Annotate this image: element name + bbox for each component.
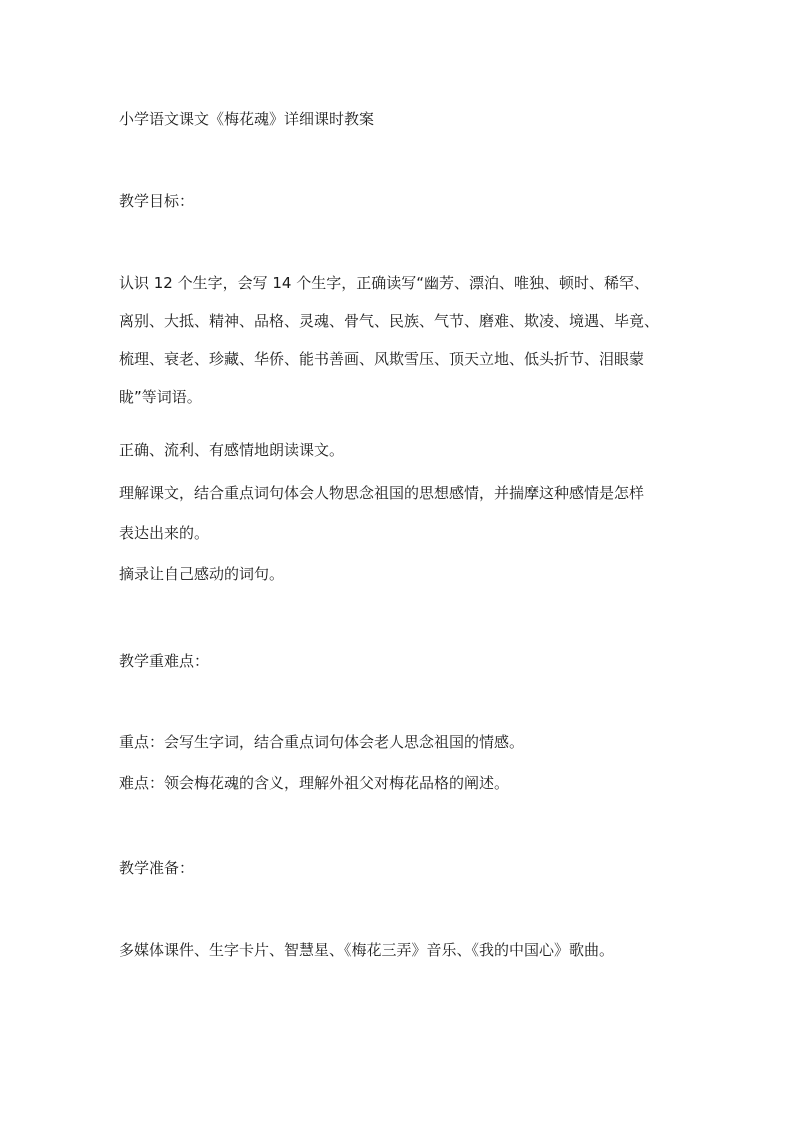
objectives-paragraph-1: [119, 276, 679, 421]
key-points-paragraph-1: [119, 735, 679, 773]
paragraph-line: 离别、大抵、精神、品格、灵魂、骨气、民族、气节、磨难、欺凌、境遇、毕竟、: [119, 312, 660, 330]
paragraph-line: 认识 12 个生字，会写 14 个生字，正确读写“幽芳、漂泊、唯独、顿时、稀罕、: [119, 274, 650, 292]
paragraph-line: 重点：会写生字词，结合重点词句体会老人思念祖国的情感。: [119, 733, 525, 751]
objectives-paragraph-3: [119, 486, 679, 564]
document-title: 小学语文课文《梅花魂》详细课时教案: [119, 110, 375, 128]
paragraph-line: 表达出来的。: [119, 524, 210, 542]
section-heading-key-points: 教学重难点：: [119, 652, 210, 670]
key-points-paragraph-2: [119, 776, 679, 814]
section-heading-objectives: 教学目标：: [119, 192, 195, 210]
objectives-paragraph-4: [119, 567, 679, 605]
paragraph-line: 难点：领会梅花魂的含义，理解外祖父对梅花品格的阐述。: [119, 774, 510, 792]
preparation-paragraph-1: [119, 943, 679, 981]
paragraph-line: 多媒体课件、生字卡片、智慧星、《梅花三弄》音乐、《我的中国心》歌曲。: [119, 941, 615, 959]
paragraph-line: 摘录让自己感动的词句。: [119, 565, 285, 583]
section-heading-preparation: 教学准备：: [119, 859, 195, 877]
paragraph-line: 理解课文，结合重点词句体会人物思念祖国的思想感情，并揣摩这种感情是怎样: [119, 484, 645, 502]
paragraph-line: 梳理、衰老、珍藏、华侨、能书善画、风欺雪压、顶天立地、低头折节、泪眼蒙: [119, 350, 645, 368]
objectives-paragraph-2: [119, 443, 679, 481]
paragraph-line: 眬”等词语。: [119, 388, 202, 406]
paragraph-line: 正确、流利、有感情地朗读课文。: [119, 441, 345, 459]
